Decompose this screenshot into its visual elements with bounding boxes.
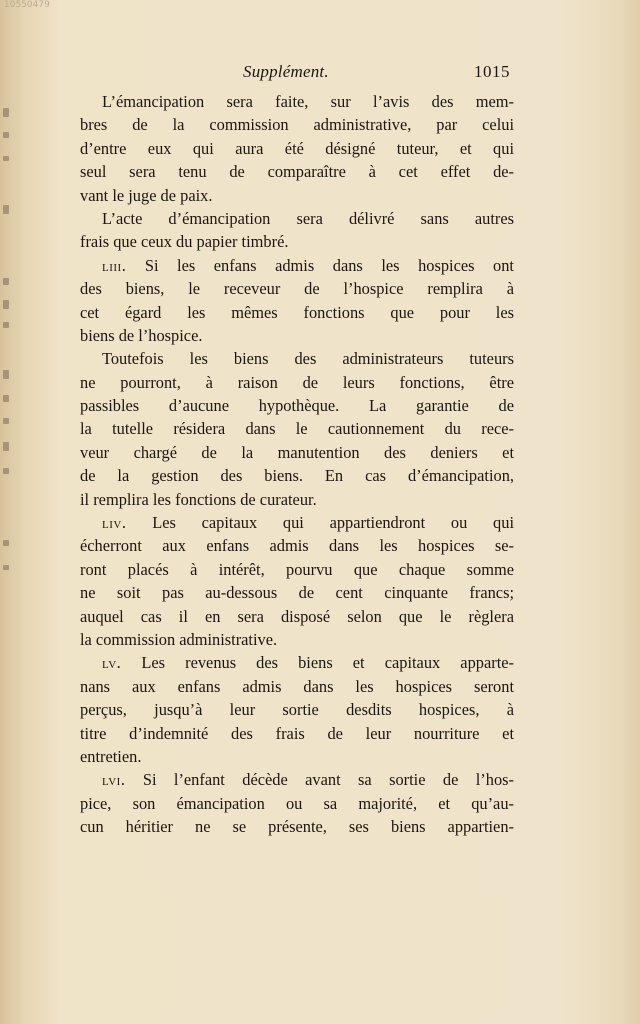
text-line bbox=[80, 698, 514, 721]
line-text: ront placés à intérêt, pourvu que chaque somme bbox=[80, 559, 514, 579]
line-text: frais que ceux du papier timbré. bbox=[80, 232, 289, 252]
page-number: 1015 bbox=[474, 62, 510, 81]
text-line bbox=[80, 254, 514, 277]
gutter-mark bbox=[3, 156, 9, 161]
line-text: L’émancipation sera faite, sur l’avis des mem- bbox=[102, 92, 514, 111]
text-line bbox=[80, 511, 514, 534]
text-line bbox=[80, 722, 514, 745]
line-text: passibles d’aucune hypothèque. La garantie de bbox=[80, 396, 514, 416]
text-line bbox=[80, 628, 514, 651]
line-text: Les capitaux qui appartiendront ou qui bbox=[152, 513, 514, 533]
line-text: ne soit pas au-dessous de cent cinquante francs; bbox=[80, 583, 514, 603]
text-line bbox=[80, 113, 514, 136]
line-text: cun héritier ne se présente, ses biens appartien- bbox=[80, 817, 514, 837]
gutter-mark bbox=[3, 108, 9, 117]
gutter-mark bbox=[3, 418, 9, 424]
text-line bbox=[80, 488, 514, 511]
text-line bbox=[80, 792, 514, 815]
gutter-mark bbox=[3, 540, 9, 546]
gutter-mark bbox=[3, 395, 9, 402]
text-line bbox=[80, 371, 514, 394]
line-text: L’acte d’émancipation sera délivré sans autres bbox=[102, 208, 514, 228]
text-line bbox=[80, 184, 514, 207]
text-line bbox=[80, 277, 514, 300]
line-text: de la gestion des biens. En cas d’émancipation, bbox=[80, 466, 514, 486]
gutter-mark bbox=[3, 442, 9, 451]
line-text: entretien. bbox=[80, 746, 142, 766]
text-line bbox=[80, 675, 514, 698]
text-line bbox=[80, 651, 514, 674]
article-number: liv. bbox=[102, 513, 127, 533]
line-text: Si l’enfant décède avant sa sortie de l’hos- bbox=[142, 770, 514, 790]
text-line bbox=[80, 207, 514, 230]
line-text: vant le juge de paix. bbox=[80, 185, 213, 205]
scan-stamp: 10550479 bbox=[4, 0, 50, 10]
line-text: ne pourront, à raison de leurs fonctions, être bbox=[80, 372, 514, 392]
gutter-mark bbox=[3, 205, 9, 214]
text-line bbox=[80, 558, 514, 581]
line-text: d’entre eux qui aura été désigné tuteur, et qui bbox=[80, 138, 514, 158]
text-line bbox=[80, 394, 514, 417]
running-head-title: Supplément. bbox=[243, 62, 329, 81]
gutter-mark bbox=[3, 370, 9, 379]
line-text: veur chargé de la manutention des deniers et bbox=[80, 442, 514, 462]
text-line bbox=[80, 324, 514, 347]
text-line bbox=[80, 417, 514, 440]
text-line bbox=[80, 301, 514, 324]
line-text: perçus, jusqu’à leur sortie desdits hospices, à bbox=[80, 700, 514, 720]
line-text: des biens, le receveur de l’hospice remplira à bbox=[80, 279, 514, 299]
text-line bbox=[80, 347, 514, 370]
line-text: nans aux enfans admis dans les hospices seront bbox=[80, 676, 514, 696]
gutter-mark bbox=[3, 300, 9, 309]
text-line bbox=[80, 160, 514, 183]
text-line bbox=[80, 815, 514, 838]
line-text: bres de la commission administrative, par celui bbox=[80, 115, 514, 135]
text-line bbox=[80, 441, 514, 464]
line-text: Les revenus des biens et capitaux apparte- bbox=[141, 653, 514, 673]
text-line bbox=[80, 90, 514, 113]
text-line bbox=[80, 464, 514, 487]
line-text: la commission administrative. bbox=[80, 629, 278, 649]
running-head bbox=[0, 62, 640, 84]
text-line bbox=[80, 581, 514, 604]
text-line bbox=[80, 137, 514, 160]
line-text: biens de l’hospice. bbox=[80, 325, 203, 345]
line-text: pice, son émancipation ou sa majorité, et qu’au- bbox=[80, 793, 514, 813]
line-text: la tutelle résidera dans le cautionnement du rece- bbox=[80, 419, 514, 439]
gutter-mark bbox=[3, 278, 9, 285]
gutter-mark bbox=[3, 322, 9, 328]
line-text: Si les enfans admis dans les hospices ont bbox=[144, 255, 514, 275]
article-number: lvi. bbox=[102, 770, 126, 790]
line-text: Toutefois les biens des administrateurs tuteurs bbox=[102, 349, 514, 369]
line-text: auquel cas il en sera disposé selon que le règlera bbox=[80, 606, 514, 626]
text-line bbox=[80, 768, 514, 791]
text-line bbox=[80, 605, 514, 628]
line-text: écherront aux enfans admis dans les hospices se- bbox=[80, 536, 514, 556]
text-line bbox=[80, 534, 514, 557]
text-line bbox=[80, 230, 514, 253]
line-text: il remplira les fonctions de curateur. bbox=[80, 489, 317, 509]
line-text: seul sera tenu de comparaître à cet effet de- bbox=[80, 162, 514, 182]
article-number: lv. bbox=[102, 653, 122, 673]
text-line bbox=[80, 745, 514, 768]
body-text bbox=[80, 90, 514, 839]
line-text: cet égard les mêmes fonctions que pour les bbox=[80, 302, 514, 322]
line-text: titre d’indemnité des frais de leur nourriture et bbox=[80, 723, 514, 743]
gutter-mark bbox=[3, 468, 9, 474]
gutter-mark bbox=[3, 132, 9, 138]
article-number: liii. bbox=[102, 255, 127, 275]
gutter-mark bbox=[3, 565, 9, 570]
